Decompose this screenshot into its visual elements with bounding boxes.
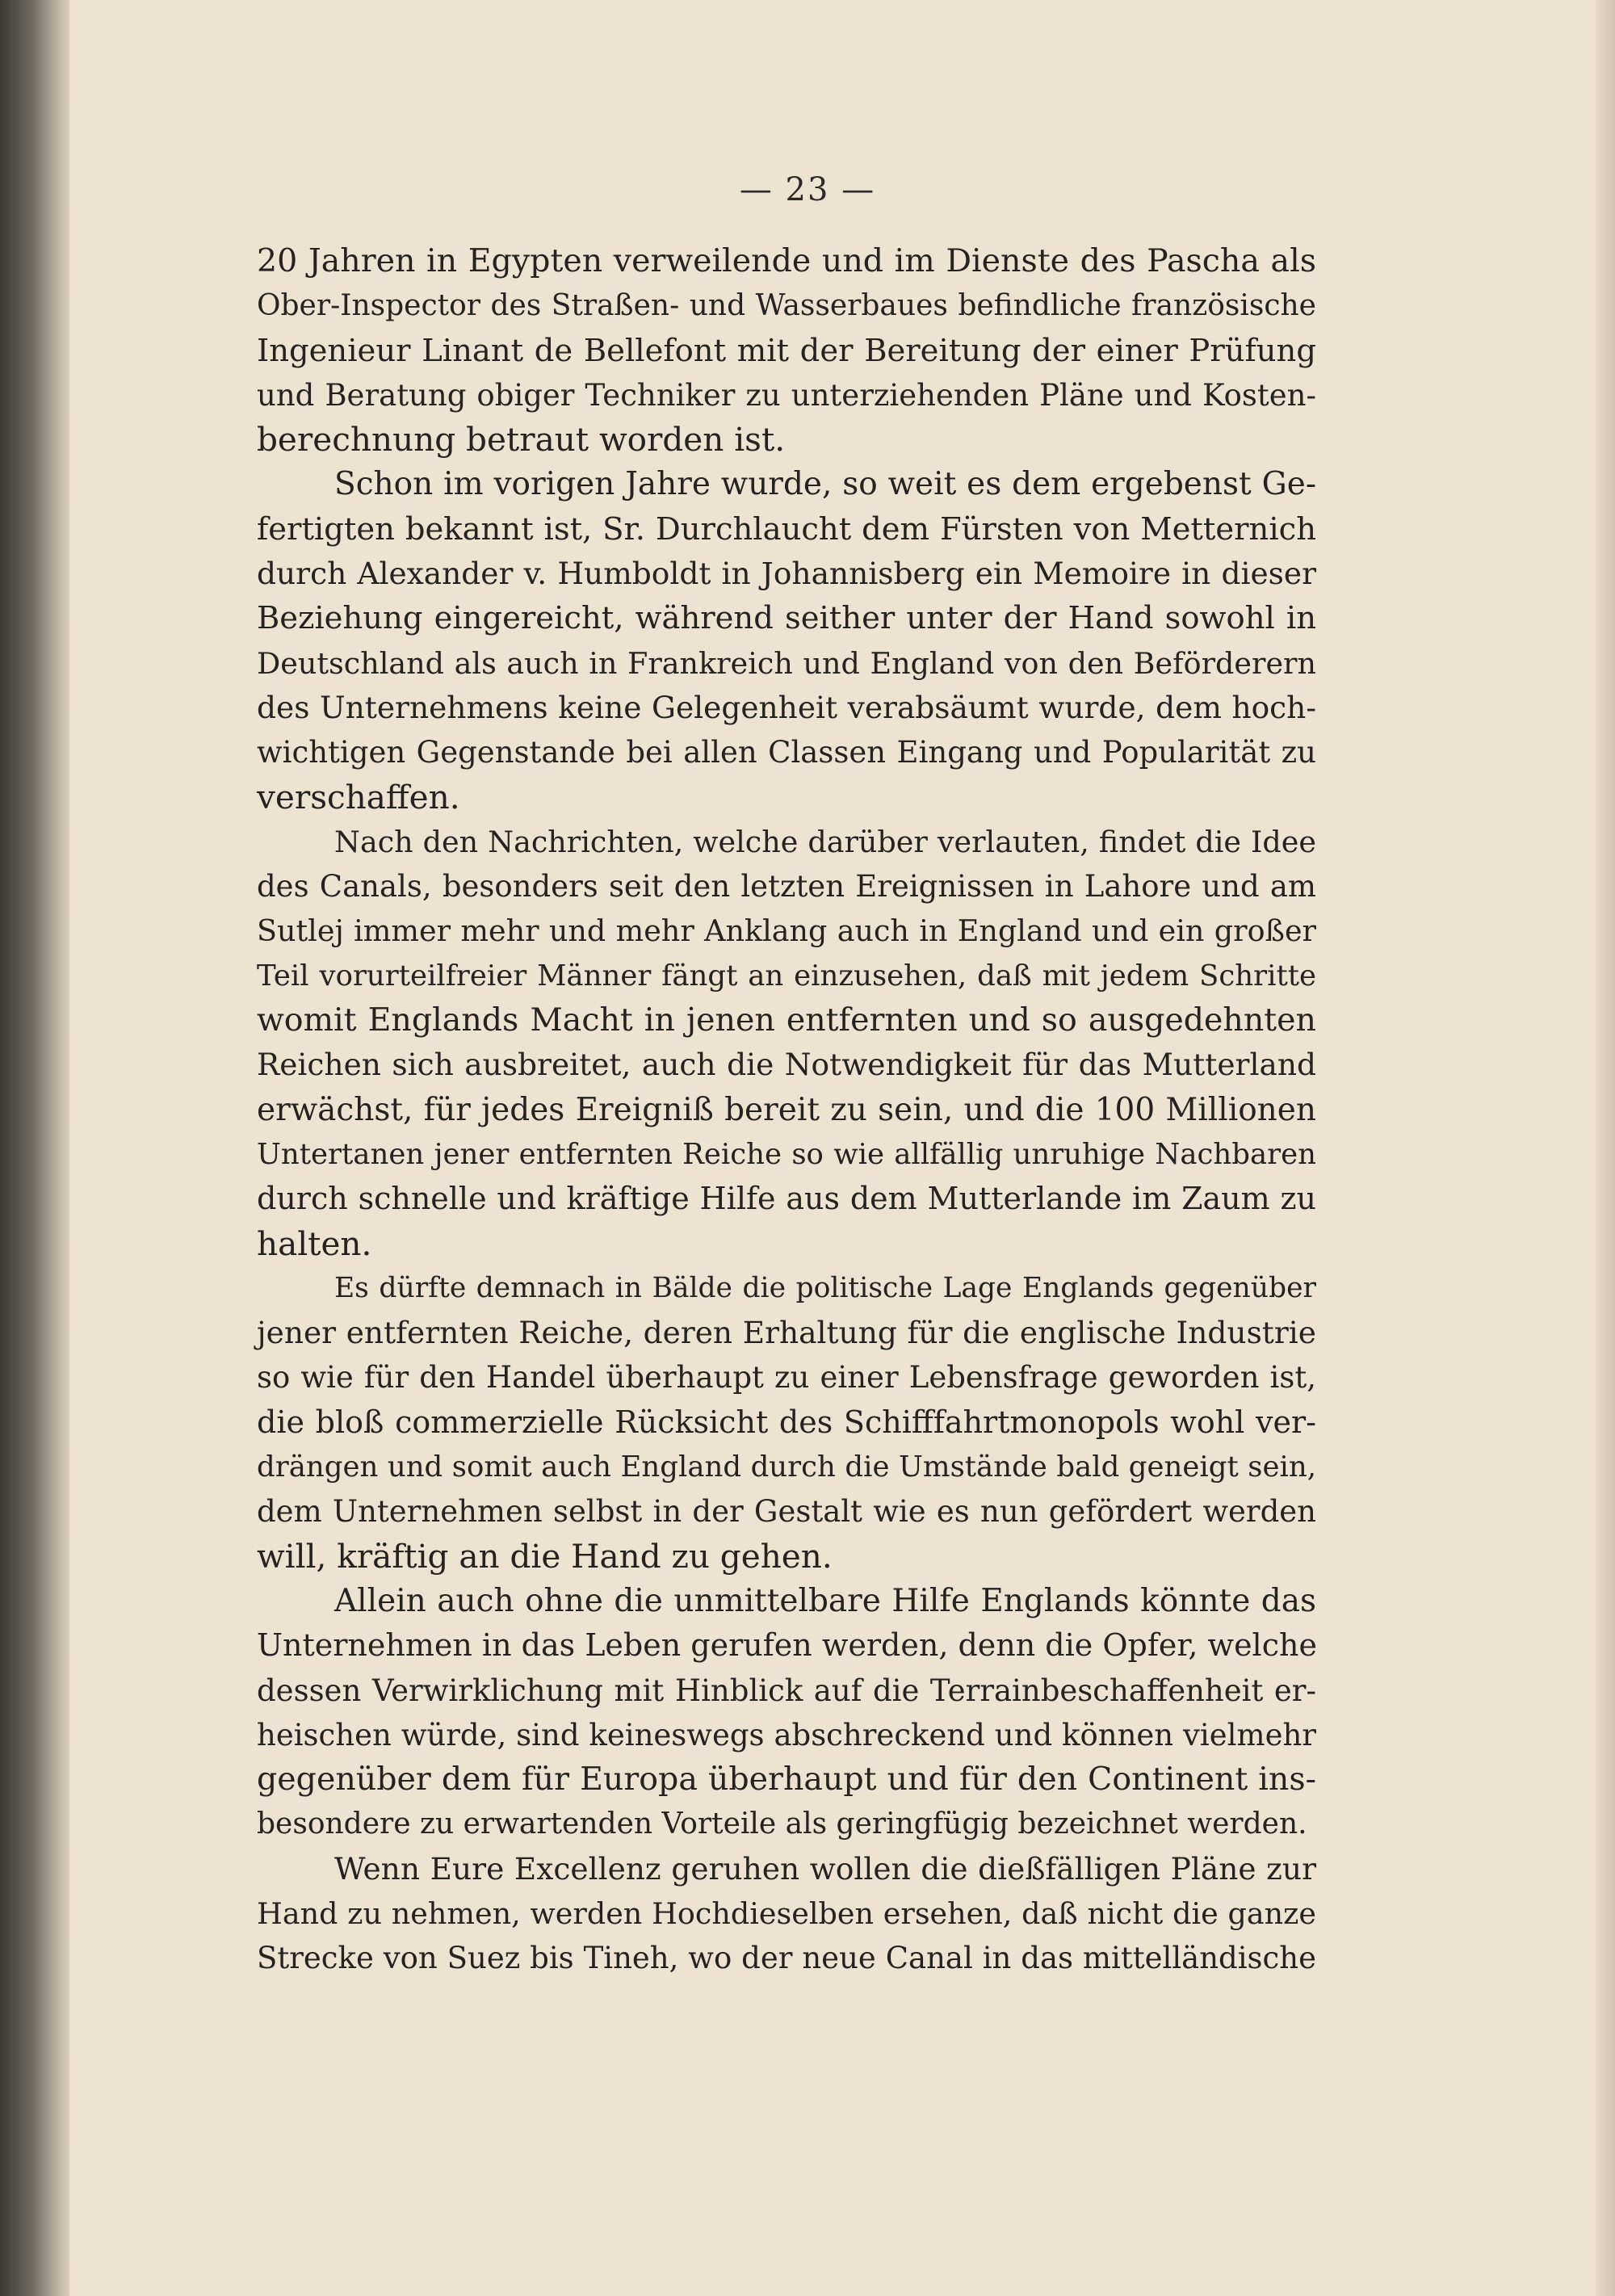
text-line: Ingenieur Linant de Bellefont mit der Bereitung der einer Prüfung xyxy=(257,332,1316,369)
text-line: dessen Verwirklichung mit Hinblick auf die Terrainbeschaffenheit er- xyxy=(257,1673,1316,1708)
text-line: Schon im vorigen Jahre wurde, so weit es dem ergebenst Ge- xyxy=(334,466,1316,503)
text-line: des Canals, besonders seit den letzten Ereignissen in Lahore und am xyxy=(257,869,1316,905)
text-line: Hand zu nehmen, werden Hochdieselben ersehen, daß nicht die ganze xyxy=(257,1895,1316,1931)
text-line: Teil vorurteilfreier Männer fängt an einzusehen, daß mit jedem Schritte xyxy=(257,959,1316,993)
text-line: Deutschland als auch in Frankreich und England von den Beförderern xyxy=(257,645,1316,681)
body-text xyxy=(257,239,1316,1981)
text-line: Ober-Inspector des Straßen- und Wasserbaues befindliche französische xyxy=(257,289,1316,323)
text-line: heischen würde, sind keineswegs abschreckend und können vielmehr xyxy=(257,1717,1316,1752)
text-line: drängen und somit auch England durch die Umstände bald geneigt sein, xyxy=(257,1450,1316,1484)
text-line: Allein auch ohne die unmittelbare Hilfe Englands könnte das xyxy=(334,1582,1316,1619)
text-line: Reichen sich ausbreitet, auch die Notwendigkeit für das Mutterland xyxy=(257,1047,1316,1083)
text-line: Es dürfte demnach in Bälde die politische Lage Englands gegenüber xyxy=(334,1271,1316,1304)
text-line: durch schnelle und kräftige Hilfe aus dem Mutterlande im Zaum zu xyxy=(257,1181,1316,1217)
text-line: Sutlej immer mehr und mehr Anklang auch in England und ein großer xyxy=(257,913,1316,949)
page-edge xyxy=(1596,0,1615,2296)
text-line: Nach den Nachrichten, welche darüber verlauten, findet die Idee xyxy=(334,824,1316,859)
text-line: 20 Jahren in Egypten verweilende und im Dienste des Pascha als xyxy=(257,242,1316,279)
text-line: so wie für den Handel überhaupt zu einer Lebensfrage geworden ist, xyxy=(257,1360,1316,1396)
page-number: — 23 — xyxy=(739,171,876,208)
text-line: Untertanen jener entfernten Reiche so wie allfällig unruhige Nachbaren xyxy=(257,1137,1316,1171)
text-line: dem Unternehmen selbst in der Gestalt wie es nun gefördert werden xyxy=(257,1494,1316,1530)
text-line: besondere zu erwartenden Vorteile als geringfügig bezeichnet werden. xyxy=(257,1807,1307,1841)
book-spine-shadow xyxy=(0,0,69,2296)
text-line: erwächst, für jedes Ereigniß bereit zu sein, und die 100 Millionen xyxy=(257,1091,1316,1128)
text-line: womit Englands Macht in jenen entfernten und so ausgedehnten xyxy=(257,1001,1316,1039)
text-line: berechnung betraut worden ist. xyxy=(257,420,786,460)
text-line: Strecke von Suez bis Tineh, wo der neue Canal in das mittelländische xyxy=(257,1941,1316,1976)
text-line: halten. xyxy=(257,1224,372,1263)
text-line: des Unternehmens keine Gelegenheit verabsäumt wurde, dem hoch- xyxy=(257,689,1316,725)
text-line: durch Alexander v. Humboldt in Johannisberg ein Memoire in dieser xyxy=(257,556,1316,592)
text-line: Unternehmen in das Leben gerufen werden, denn die Opfer, welche xyxy=(257,1627,1317,1664)
text-line: wichtigen Gegenstande bei allen Classen Eingang und Popularität zu xyxy=(257,735,1316,770)
text-line: gegenüber dem für Europa überhaupt und für den Continent ins- xyxy=(257,1761,1316,1799)
text-line: die bloß commerzielle Rücksicht des Schifffahrtmonopols wohl ver- xyxy=(257,1404,1316,1440)
text-line: Wenn Eure Excellenz geruhen wollen die dießfälligen Pläne zur xyxy=(334,1850,1316,1887)
text-line: verschaffen. xyxy=(257,777,460,816)
text-line: jener entfernten Reiche, deren Erhaltung für die englische Industrie xyxy=(257,1315,1316,1351)
text-line: will, kräftig an die Hand zu gehen. xyxy=(257,1536,833,1576)
text-line: fertigten bekannt ist, Sr. Durchlaucht dem Fürsten von Metternich xyxy=(257,510,1316,548)
text-line: Beziehung eingereicht, während seither unter der Hand sowohl in xyxy=(257,600,1316,637)
text-line: und Beratung obiger Techniker zu unterziehenden Pläne und Kosten- xyxy=(257,377,1316,413)
